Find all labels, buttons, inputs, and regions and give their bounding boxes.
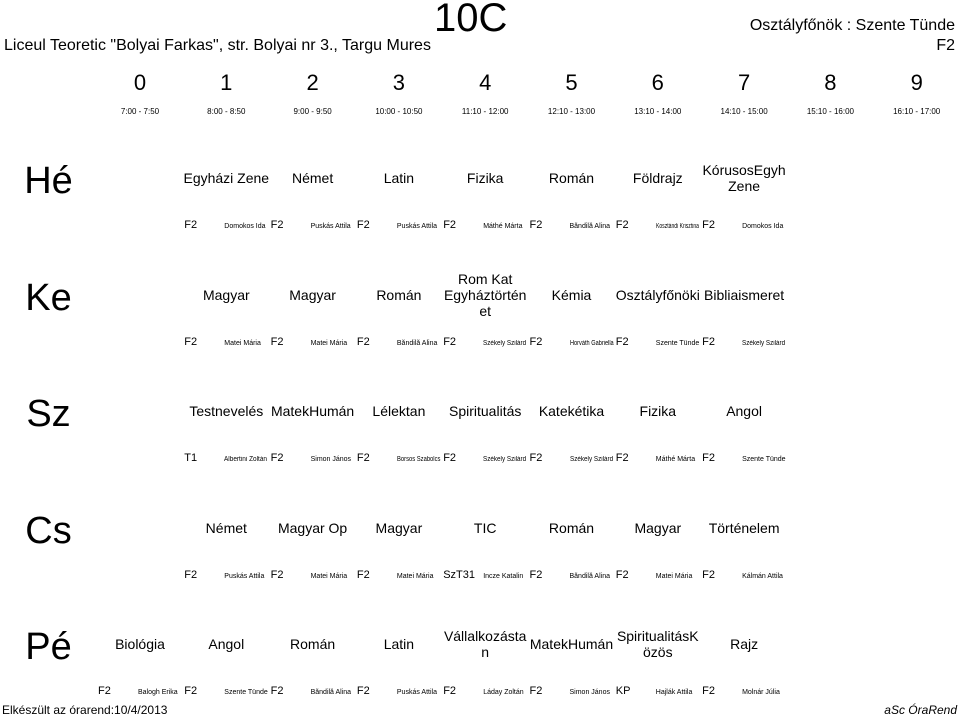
- lesson-subject: Rom Kat Egyháztörtén et: [443, 270, 527, 319]
- lesson-teacher: Domokos Ida: [742, 223, 784, 230]
- lesson-room: F2: [702, 452, 715, 464]
- lesson-subject: Kémia: [551, 286, 592, 303]
- lesson-room: F2: [702, 219, 715, 231]
- lesson-teacher: Băndilă Alina: [396, 339, 438, 347]
- lesson-teacher: Matei Mária: [655, 572, 693, 580]
- lesson-room: F2: [356, 335, 370, 348]
- period-number: 1: [220, 70, 233, 95]
- lesson-teacher: Láday Zoltán: [483, 689, 524, 696]
- lesson-subject: Fizika: [466, 170, 504, 186]
- lesson-subject: Spiritualitás: [449, 403, 522, 419]
- day-label: Cs: [25, 509, 72, 552]
- day-label: Hé: [24, 160, 73, 202]
- period-number: 0: [133, 70, 147, 95]
- lesson-subject: Angol: [208, 636, 245, 652]
- lesson-room: F2: [615, 568, 629, 581]
- lesson-room: KP: [615, 685, 631, 697]
- lesson-room: F2: [270, 335, 284, 348]
- period-number: 3: [392, 70, 406, 95]
- lesson-subject: Vállalkozásta n: [443, 628, 527, 660]
- period-time: 16:10 - 17:00: [893, 107, 941, 116]
- period-time: 7:00 - 7:50: [120, 107, 160, 116]
- lesson-room: F2: [615, 335, 629, 348]
- lesson-teacher: Horváth Gabriella: [569, 339, 614, 347]
- lesson-room: F2: [270, 685, 284, 697]
- lesson-subject: TIC: [473, 519, 497, 536]
- lesson-teacher: Balogh Erika: [138, 689, 178, 696]
- lesson-subject: Latin: [383, 636, 415, 652]
- period-number: 5: [565, 70, 578, 95]
- lesson-teacher: Székely Szilárd: [742, 339, 786, 347]
- lesson-room: F2: [615, 452, 629, 464]
- lesson-teacher: Székely Szilárd: [483, 456, 527, 463]
- lesson-subject: Rajz: [730, 636, 759, 652]
- lesson-subject: Bibliaismeret: [704, 286, 785, 303]
- lesson-subject: MatekHumán: [270, 403, 355, 419]
- lesson-room: F2: [529, 568, 543, 581]
- lesson-room: F2: [356, 685, 370, 697]
- period-number: 6: [651, 70, 664, 95]
- lesson-room: F2: [270, 219, 284, 231]
- lesson-teacher: Matei Mária: [224, 339, 261, 347]
- lesson-room: T1: [184, 452, 198, 464]
- lesson-teacher: Molnár Júlia: [742, 689, 780, 696]
- lesson-subject: Magyar: [375, 519, 423, 536]
- class-title: 10C: [434, 0, 508, 40]
- lesson-teacher: Simon János: [310, 456, 352, 463]
- lesson-subject: Biológia: [115, 636, 165, 652]
- lesson-subject: Katekétika: [538, 403, 605, 419]
- lesson-teacher: Simon János: [569, 689, 610, 696]
- lesson-teacher: Székely Szilárd: [483, 339, 527, 347]
- lesson-teacher: Albertini Zoltán: [224, 456, 268, 463]
- lesson-teacher: Puskás Attila: [310, 223, 351, 230]
- lesson-teacher: Domokos Ida: [224, 223, 266, 230]
- lesson-subject: Földrajz: [632, 170, 683, 186]
- lesson-subject: Magyar: [289, 286, 336, 303]
- lesson-teacher: Băndilă Alina: [569, 223, 610, 230]
- period-number: 4: [479, 70, 492, 95]
- lesson-teacher: Puskás Attila: [224, 572, 265, 580]
- lesson-subject: Osztályfőnöki: [615, 286, 700, 303]
- period-number: 7: [737, 70, 751, 95]
- period-time: 10:00 - 10:50: [375, 107, 423, 116]
- lesson-room: F2: [184, 568, 198, 581]
- lesson-teacher: Szente Tünde: [224, 689, 268, 696]
- lesson-subject: Egyházi Zene: [183, 170, 270, 186]
- lesson-room: F2: [356, 452, 370, 464]
- lesson-teacher: Borsos Szabolcs: [396, 456, 441, 463]
- lesson-room: F2: [443, 335, 457, 348]
- period-time: 13:10 - 14:00: [634, 107, 682, 116]
- form-master: Osztályfőnök : Szente Tünde: [749, 17, 955, 34]
- lesson-teacher: Máthé Márta: [483, 223, 523, 230]
- lesson-subject: Román: [290, 636, 336, 652]
- lesson-room: F2: [356, 568, 370, 581]
- period-number: 9: [910, 70, 923, 95]
- class-room: F2: [936, 37, 955, 54]
- lesson-teacher: Matei Mária: [310, 339, 348, 347]
- lesson-teacher: Matei Mária: [310, 572, 348, 580]
- period-time: 11:10 - 12:00: [461, 107, 509, 116]
- lesson-room: F2: [529, 335, 543, 348]
- lesson-room: F2: [270, 452, 284, 464]
- lesson-subject: Történelem: [708, 519, 780, 536]
- lesson-room: F2: [529, 685, 543, 697]
- lesson-teacher: Szente Tünde: [742, 456, 786, 463]
- lesson-teacher: Băndilă Alina: [310, 689, 352, 696]
- lesson-teacher: Kosztándi Krisztina: [655, 223, 699, 230]
- school-name: Liceul Teoretic "Bolyai Farkas", str. Bolyai nr 3., Targu Mures: [4, 37, 431, 54]
- lesson-room: F2: [184, 219, 198, 231]
- lesson-room: F2: [98, 685, 111, 697]
- lesson-teacher: Băndilă Alina: [569, 572, 610, 580]
- lesson-teacher: Puskás Attila: [396, 223, 437, 230]
- period-time: 9:00 - 9:50: [293, 107, 332, 116]
- brand-mark: aSc ÓraRend: [884, 703, 957, 716]
- day-label: Sz: [26, 393, 71, 435]
- lesson-subject: Magyar: [202, 286, 250, 303]
- period-number: 2: [306, 70, 319, 95]
- lesson-room: F2: [529, 452, 543, 464]
- lesson-room: F2: [702, 685, 715, 697]
- lesson-room: F2: [443, 452, 457, 464]
- lesson-subject: Fizika: [639, 403, 677, 419]
- lesson-room: SzT31: [443, 568, 475, 581]
- lesson-subject: Lélektan: [372, 403, 426, 419]
- period-time: 14:10 - 15:00: [720, 107, 768, 116]
- period-time: 12:10 - 13:00: [547, 107, 596, 116]
- lesson-room: F2: [184, 685, 198, 697]
- lesson-room: F2: [615, 219, 629, 231]
- lesson-room: F2: [702, 568, 715, 581]
- lesson-room: F2: [702, 335, 715, 348]
- lesson-subject: Román: [376, 286, 422, 303]
- lesson-teacher: Kálmán Attila: [742, 572, 783, 580]
- lesson-subject: MatekHumán: [529, 636, 614, 652]
- day-label: Ke: [25, 276, 72, 319]
- lesson-subject: KórusosEgyh Zene: [702, 162, 786, 194]
- period-number: 8: [824, 70, 837, 95]
- generated-date: Elkészült az órarend:10/4/2013: [2, 703, 168, 716]
- lesson-subject: Latin: [383, 170, 415, 186]
- lesson-teacher: Székely Szilárd: [569, 456, 613, 463]
- lesson-room: F2: [270, 568, 284, 581]
- lesson-subject: Román: [548, 519, 595, 536]
- lesson-subject: Német: [205, 519, 247, 536]
- lesson-teacher: Matei Mária: [396, 572, 434, 580]
- lesson-subject: Magyar Op: [277, 519, 348, 536]
- lesson-room: F2: [184, 335, 198, 348]
- lesson-subject: Német: [291, 170, 334, 186]
- lesson-teacher: Hajlák Attila: [655, 689, 693, 696]
- lesson-teacher: Máthé Márta: [655, 456, 696, 463]
- lesson-subject: Testnevelés: [189, 403, 264, 419]
- lesson-subject: SpiritualitásK özös: [616, 628, 699, 660]
- lesson-room: F2: [356, 219, 370, 231]
- lesson-subject: Román: [548, 170, 595, 186]
- lesson-room: F2: [529, 219, 543, 231]
- lesson-teacher: Incze Katalin: [483, 572, 524, 580]
- day-label: Pé: [25, 626, 72, 668]
- lesson-room: F2: [443, 685, 457, 697]
- lesson-teacher: Szente Tünde: [655, 339, 700, 347]
- lesson-teacher: Puskás Attila: [396, 689, 437, 696]
- lesson-subject: Magyar: [634, 519, 682, 536]
- period-time: 8:00 - 8:50: [207, 107, 246, 116]
- lesson-subject: Angol: [726, 403, 762, 419]
- lesson-room: F2: [443, 219, 457, 231]
- period-time: 15:10 - 16:00: [806, 107, 854, 116]
